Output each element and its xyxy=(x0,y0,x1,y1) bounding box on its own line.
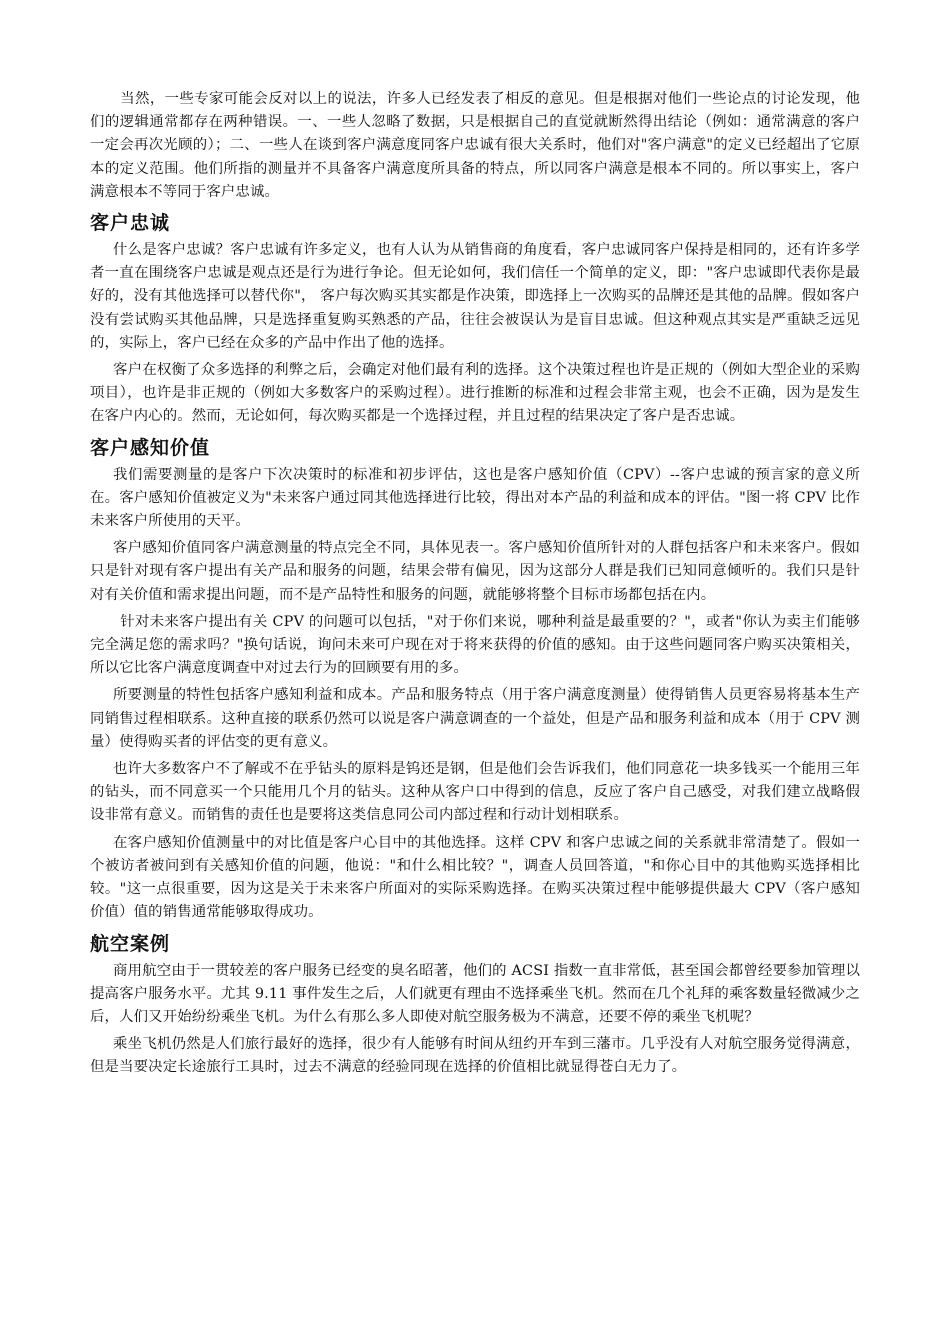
airline-paragraph-2: 乘坐飞机仍然是人们旅行最好的选择，很少有人能够有时间从纽约开车到三藩市。几乎没有人对航空服务觉得满意，但是当要决定长途旅行工具时，过去不满意的经验同现在选择的价值相比就显得苍白无力了。 xyxy=(90,1036,860,1076)
section-heading-airline-case: 航空案例 xyxy=(90,932,171,955)
cpv-paragraph-4: 所要测量的特性包括客户感知利益和成本。产品和服务特点（用于客户满意度测量）使得销售人员更容易将基本生产同销售过程相联系。这种直接的联系仍然可以说是客户满意调查的一个益处，但是产品和服务利益和成本（用于 CPV 测量）使得购买者的评估变的更有意义。 xyxy=(90,687,860,750)
loyalty-paragraph-2: 客户在权衡了众多选择的利弊之后，会确定对他们最有利的选择。这个决策过程也许是正规的（例如大型企业的采购项目），也许是非正规的（例如大多数客户的采购过程）。进行推断的标准和过程会非常主观，也会不正确，因为是发生在客户内心的。然而，无论如何，每次购买都是一个选择过程，并且过程的结果决定了客户是否忠诚。 xyxy=(90,362,860,425)
intro-paragraph: 当然，一些专家可能会反对以上的说法，许多人已经发表了相反的意见。但是根据对他们一些论点的讨论发现，他们的逻辑通常都存在两种错误。一、一些人忽略了数据，只是根据自己的直觉就断然得出结论（例如：通常满意的客户一定会再次光顾的）；二、一些人在谈到客户满意度同客户忠诚有很大关系时，他们对"客户满意"的定义已经超出了它原本的定义范围。他们所指的测量并不具备客户满意度所具备的特点，所以同客户满意是根本不同的。所以事实上，客户满意根本不等同于客户忠诚。 xyxy=(90,91,860,200)
airline-paragraph-1: 商用航空由于一贯较差的客户服务已经变的臭名昭著，他们的 ACSI 指数一直非常低，甚至国会都曾经要参加管理以提高客户服务水平。尤其 9.11 事件发生之后，人们就更有理由不选择乘坐飞机。然而在几个礼拜的乘客数量轻微减少之后，人们又开始纷纷乘坐飞机。为什么有那么多人即使对航空服务极为不满意，还要不停的乘坐飞机呢？ xyxy=(90,962,860,1025)
cpv-paragraph-5: 也许大多数客户不了解或不在乎钻头的原料是钨还是钢，但是他们会告诉我们，他们同意花一块多钱买一个能用三年的钻头，而不同意买一个只能用几个月的钻头。这种从客户口中得到的信息，反应了客户自己感受，对我们建立战略假设非常有意义。而销售的责任也是要将这类信息同公司内部过程和行动计划相联系。 xyxy=(90,761,860,824)
cpv-paragraph-3: 针对未来客户提出有关 CPV 的问题可以包括，"对于你们来说，哪种利益是最重要的？"，或者"你认为卖主们能够完全满足您的需求吗？"换句话说，询问未来可户现在对于将来获得的价值的感知。由于这些问题同客户购买决策相关，所以它比客户满意度调查中对过去行为的回顾要有用的多。 xyxy=(90,613,860,677)
cpv-paragraph-2: 客户感知价值同客户满意测量的特点完全不同，具体见表一。客户感知价值所针对的人群包括客户和未来客户。假如只是针对现有客户提出有关产品和服务的问题，结果会带有偏见，因为这部分人群是我们已知同意倾听的。我们只是针对有关价值和需求提出问题，而不是产品特性和服务的问题，就能够将整个目标市场都包括在内。 xyxy=(90,540,860,603)
loyalty-paragraph-1: 什么是客户忠诚？客户忠诚有许多定义，也有人认为从销售商的角度看，客户忠诚同客户保持是相同的，还有许多学者一直在围绕客户忠诚是观点还是行为进行争论。但无论如何，我们信任一个简单的定义，即："客户忠诚即代表你是最好的，没有其他选择可以替代你"， 客户每次购买其实都是作决策，即选择上一次购买的品牌还是其他的品牌。假如客户没有尝试购买其他品牌，只是选择重复购买熟悉的产品，往往会被误认为是盲目忠诚。但这种观点其实是严重缺乏远见的，实际上，客户已经在众多的产品中作出了他的选择。 xyxy=(90,242,860,351)
cpv-paragraph-1: 我们需要测量的是客户下次决策时的标准和初步评估，这也是客户感知价值（CPV）--客户忠诚的预言家的意义所在。客户感知价值被定义为"未来客户通过同其他选择进行比较，得出对本产品的利益和成本的评估。"图一将 CPV 比作未来客户所使用的天平。 xyxy=(90,466,860,530)
cpv-paragraph-6: 在客户感知价值测量中的对比值是客户心目中的其他选择。这样 CPV 和客户忠诚之间的关系就非常清楚了。假如一个被访者被问到有关感知价值的问题，他说："和什么相比较？"，调查人员回答道，"和你心目中的其他购买选择相比较。"这一点很重要，因为这是关于未来客户所面对的实际采购选择。在购买决策过程中能够提供最大 CPV（客户感知价值）值的销售通常能够取得成功。 xyxy=(90,834,860,921)
section-heading-customer-loyalty: 客户忠诚 xyxy=(90,212,171,235)
document-page xyxy=(90,88,860,1084)
section-heading-customer-perceived-value: 客户感知价值 xyxy=(90,436,211,459)
